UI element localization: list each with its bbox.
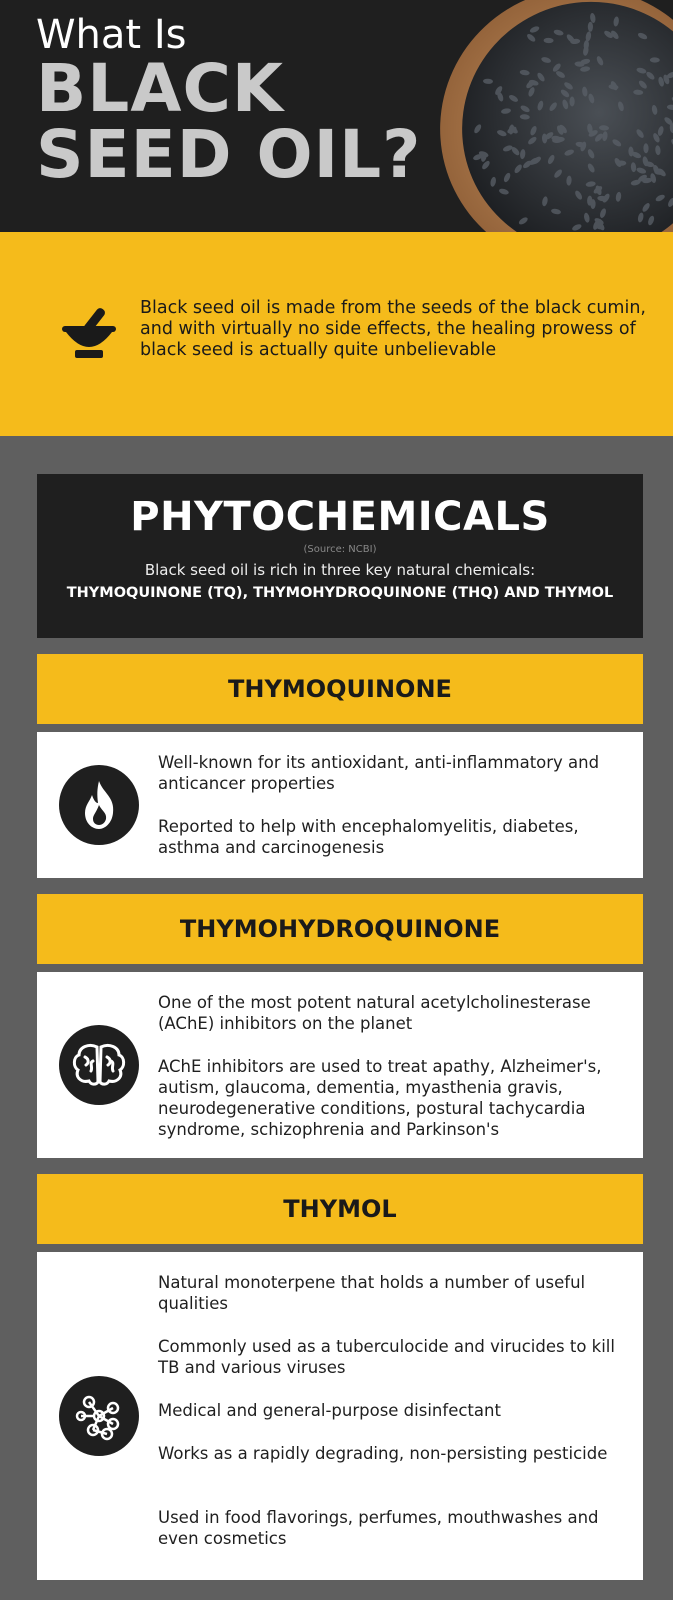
thymohydroquinone-point-2: AChE inhibitors are used to treat apathy, Alzheimer's, autism, glaucoma, dementia, myasthenia gravis, neurodegenerative conditions, postural tachycardia syndrome, schizophrenia and Parkinson's: [158, 1057, 602, 1139]
title-what-is: What Is: [36, 12, 187, 58]
phytochemicals-heading: PHYTOCHEMICALS: [130, 494, 550, 540]
brain-icon: [59, 1025, 139, 1105]
mortar-pestle-icon: [60, 304, 118, 360]
thymol-point-5: Used in food flavorings, perfumes, mouthwashes and even cosmetics: [158, 1508, 599, 1548]
intro-text: Black seed oil is made from the seeds of the black cumin, and with virtually no side effects, the healing prowess of black seed is actually quite unbelievable: [140, 298, 646, 360]
thymol-point-2: Commonly used as a tuberculocide and virucides to kill TB and various viruses: [158, 1337, 615, 1377]
section-title-thymohydroquinone: THYMOHYDROQUINONE: [37, 894, 643, 964]
section-card-thymohydroquinone: [37, 972, 643, 1158]
source-note: (Source: NCBI): [303, 544, 377, 555]
chemicals-list: THYMOQUINONE (TQ), THYMOHYDROQUINONE (THQ) AND THYMOL: [66, 585, 614, 601]
header-banner: [0, 0, 673, 232]
molecule-icon: [59, 1376, 139, 1456]
section-title-thymoquinone: THYMOQUINONE: [37, 654, 643, 724]
section-title-thymol: THYMOL: [37, 1174, 643, 1244]
intro-banner: [0, 232, 673, 436]
section-card-thymoquinone: [37, 732, 643, 878]
phytochemicals-box: [37, 474, 643, 638]
thymohydroquinone-point-1: One of the most potent natural acetylcholinesterase (AChE) inhibitors on the planet: [158, 993, 591, 1033]
thymol-point-1: Natural monoterpene that holds a number of useful qualities: [158, 1273, 586, 1313]
phytochemicals-subtitle: Black seed oil is rich in three key natural chemicals:: [144, 561, 536, 579]
thymoquinone-point-1: Well-known for its antioxidant, anti-inflammatory and anticancer properties: [158, 753, 600, 793]
title-black: BLACK: [36, 50, 285, 127]
black-seeds-bowl-image: [432, 0, 673, 232]
thymoquinone-point-2: Reported to help with encephalomyelitis, diabetes, asthma and carcinogenesis: [158, 817, 579, 857]
thymol-point-3: Medical and general-purpose disinfectant: [158, 1401, 501, 1420]
flame-icon: [59, 765, 139, 845]
title-seed-oil: SEED OIL?: [36, 116, 422, 193]
title-main: [36, 50, 422, 193]
thymol-point-4: Works as a rapidly degrading, non-persisting pesticide: [158, 1444, 608, 1463]
section-card-thymol: [37, 1252, 643, 1580]
